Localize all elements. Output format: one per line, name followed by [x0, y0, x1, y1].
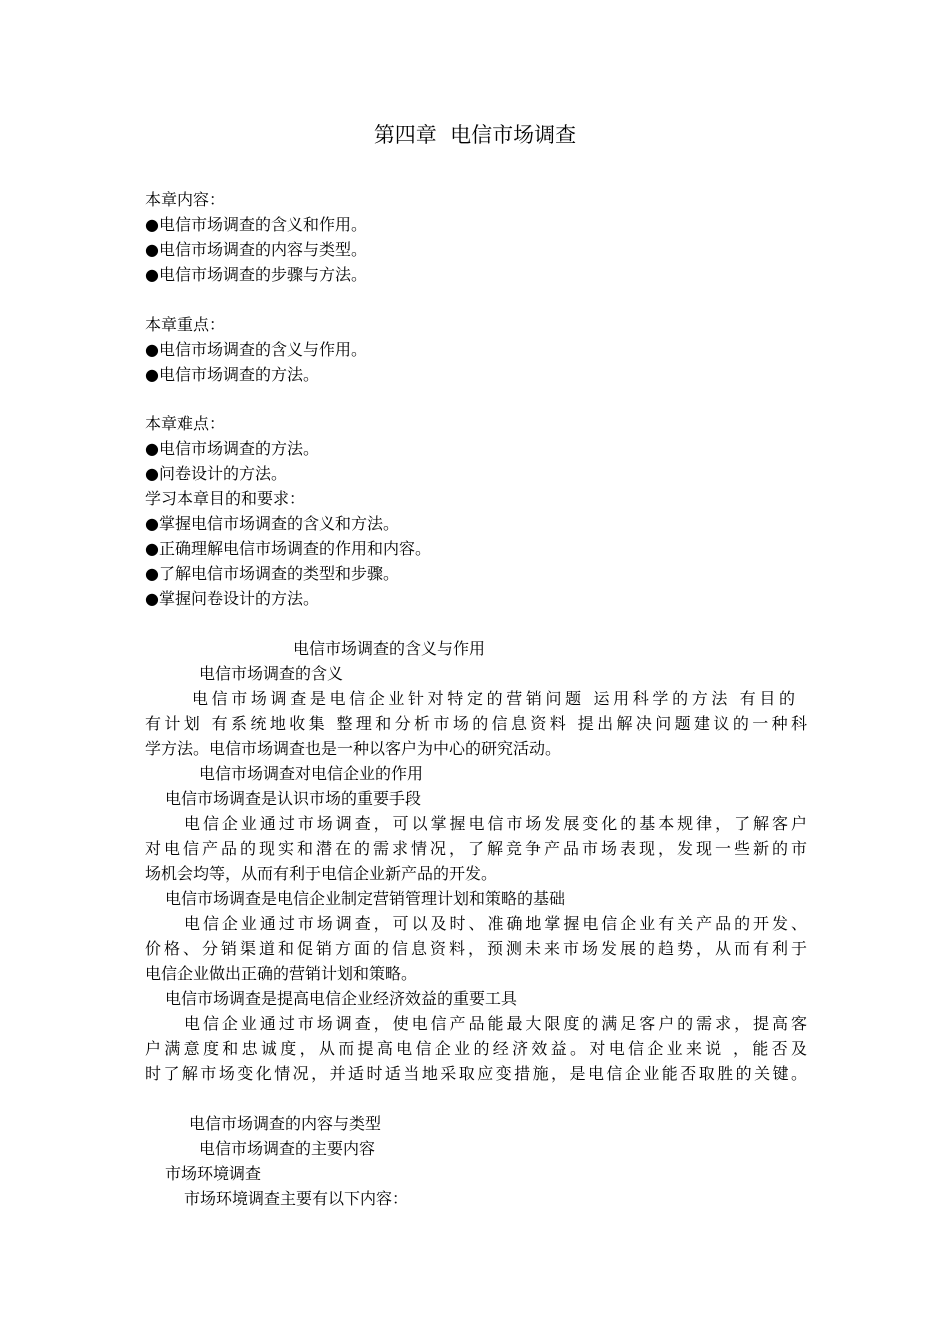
- bullet-item: ●电信市场调查的方法。: [145, 365, 319, 384]
- paragraph-line: 市场环境调查主要有以下内容：: [184, 1189, 409, 1208]
- chapter-title: 第四章 电信市场调查: [373, 123, 577, 147]
- section-label-key-points: 本章重点：: [145, 315, 226, 334]
- subsection-heading: 电信市场调查的含义: [199, 664, 344, 683]
- paragraph-line: 时了解市场变化情况，并适时适当地采取应变措施，是电信企业能否取胜的关键。: [145, 1064, 807, 1083]
- bullet-item: ●问卷设计的方法。: [145, 464, 287, 483]
- point-heading: 市场环境调查: [165, 1164, 262, 1183]
- paragraph-line: 有计划 有系统地收集 整理和分析市场的信息资料 提出解决问题建议的一种科: [145, 714, 807, 733]
- paragraph-line: 价格、分销渠道和促销方面的信息资料，预测未来市场发展的趋势，从而有利于: [145, 939, 807, 958]
- section-label-contents: 本章内容：: [145, 190, 226, 209]
- paragraph-line: 对电信产品的现实和潜在的需求情况，了解竞争产品市场表现，发现一些新的市: [145, 839, 807, 858]
- paragraph-line: 场机会均等，从而有利于电信企业新产品的开发。: [145, 864, 498, 883]
- paragraph-line: 户满意度和忠诚度，从而提高电信企业的经济效益。对电信企业来说 ，能否及: [145, 1039, 807, 1058]
- bullet-item: ●正确理解电信市场调查的作用和内容。: [145, 539, 431, 558]
- bullet-item: ●电信市场调查的含义与作用。: [145, 340, 367, 359]
- bullet-item: ●电信市场调查的含义和作用。: [145, 215, 367, 234]
- paragraph-line: 电信企业做出正确的营销计划和策略。: [145, 964, 418, 983]
- point-heading: 电信市场调查是提高电信企业经济效益的重要工具: [165, 989, 518, 1008]
- bullet-item: ●了解电信市场调查的类型和步骤。: [145, 564, 399, 583]
- bullet-item: ●电信市场调查的内容与类型。: [145, 240, 367, 259]
- point-heading: 电信市场调查是电信企业制定营销管理计划和策略的基础: [165, 889, 566, 908]
- paragraph-line: 电信企业通过市场调查，可以及时、准确地掌握电信企业有关产品的开发、: [184, 914, 807, 933]
- section-label-objectives: 学习本章目的和要求：: [145, 489, 306, 508]
- bullet-item: ●电信市场调查的方法。: [145, 439, 319, 458]
- bullet-item: ●掌握问卷设计的方法。: [145, 589, 319, 608]
- point-heading: 电信市场调查是认识市场的重要手段: [165, 789, 422, 808]
- paragraph-line: 学方法。电信市场调查也是一种以客户为中心的研究活动。: [145, 739, 562, 758]
- subsection-heading: 电信市场调查对电信企业的作用: [199, 764, 424, 783]
- paragraph-line: 电信企业通过市场调查，可以掌握电信市场发展变化的基本规律，了解客户: [184, 814, 807, 833]
- section-heading: 电信市场调查的内容与类型: [189, 1114, 382, 1133]
- paragraph-line: 电信企业通过市场调查，使电信产品能最大限度的满足客户的需求，提高客: [184, 1014, 807, 1033]
- section-heading: 电信市场调查的含义与作用: [293, 639, 486, 658]
- subsection-heading: 电信市场调查的主要内容: [199, 1139, 376, 1158]
- bullet-item: ●电信市场调查的步骤与方法。: [145, 265, 367, 284]
- paragraph-line: 电信市场调查是电信企业针对特定的营销问题 运用科学的方法 有目的: [192, 689, 795, 708]
- bullet-item: ●掌握电信市场调查的含义和方法。: [145, 514, 399, 533]
- section-label-difficulties: 本章难点：: [145, 414, 226, 433]
